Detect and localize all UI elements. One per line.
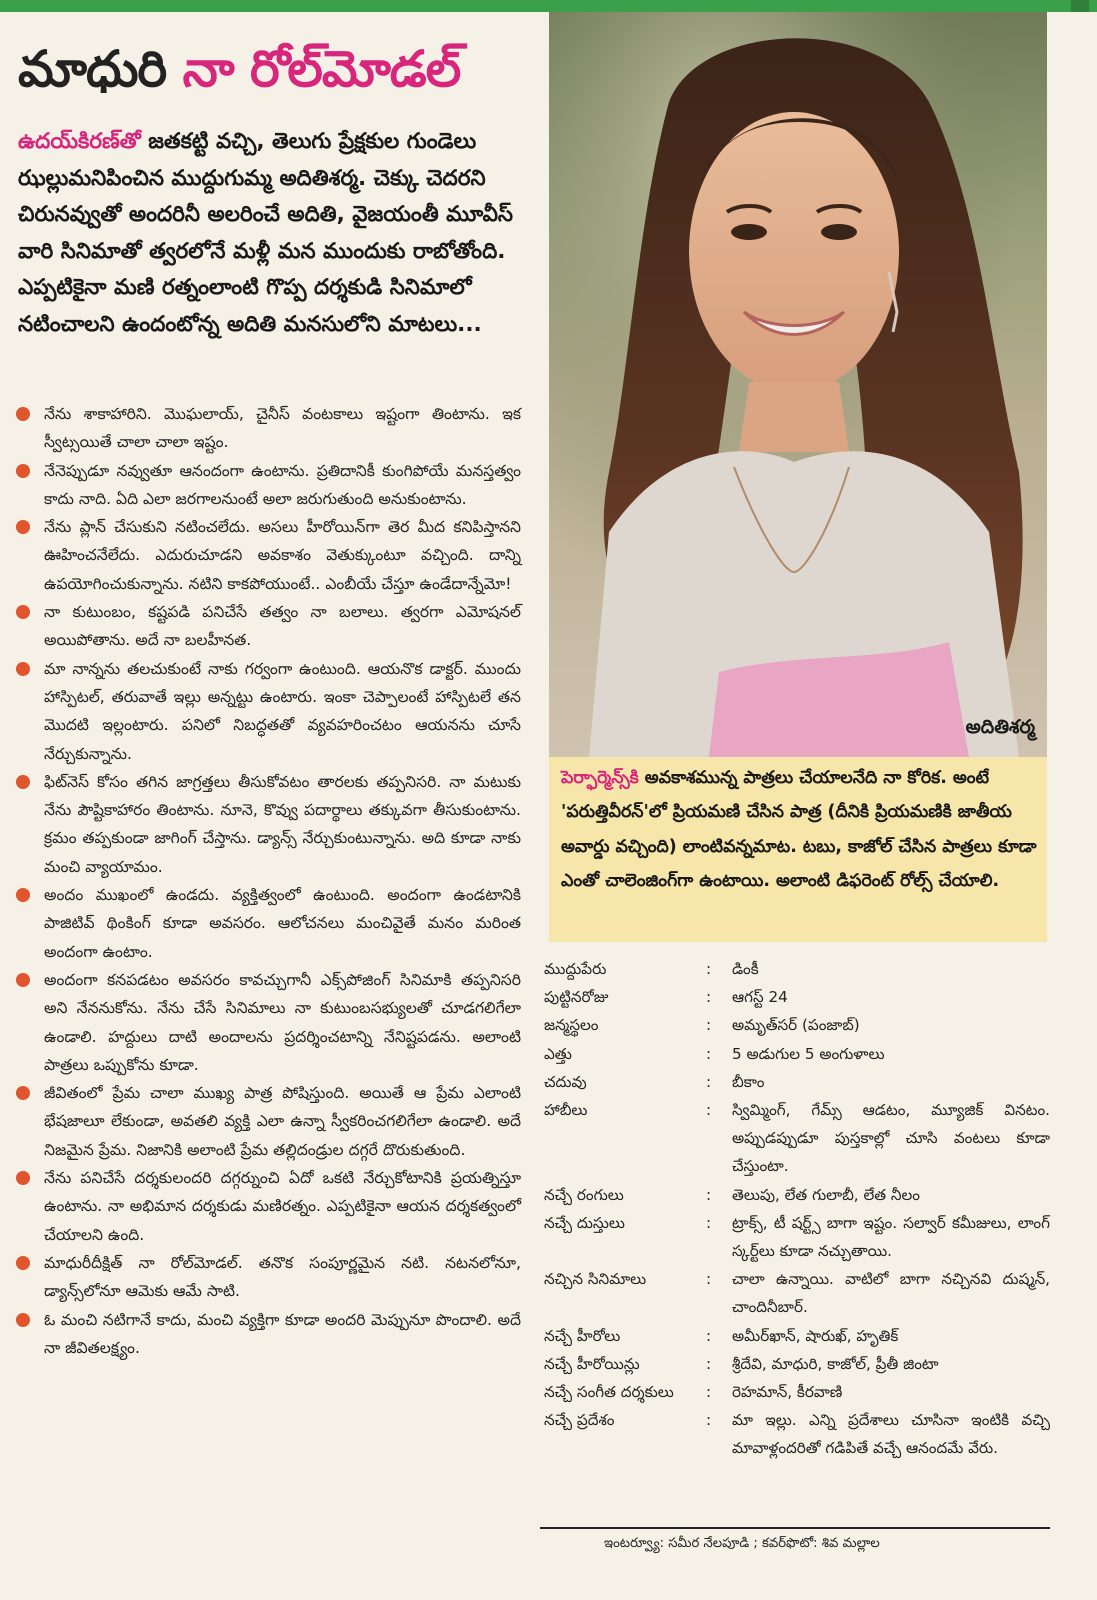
bullet-text: నేనెప్పుడూ నవ్వుతూ ఆనందంగా ఉంటాను. ప్రతిదానికీ కుంగిపోయే మనస్తత్వం కాదు నాది. ఏది ఎలా జరగాలనుంటే అలా జరుగుతుంది అనుకుంటాను. <box>44 461 521 508</box>
profile-colon: : <box>706 988 712 1007</box>
profile-row <box>540 1068 1050 1096</box>
bullet-item <box>16 1306 521 1363</box>
bullet-item <box>16 1249 521 1306</box>
profile-colon: : <box>706 1270 712 1289</box>
bullet-dot-icon <box>16 662 30 676</box>
profile-colon: : <box>706 960 712 978</box>
profile-colon: : <box>706 1185 712 1204</box>
bullet-item <box>16 400 521 457</box>
bullet-dot-icon <box>16 520 30 534</box>
profile-row <box>540 1322 1050 1350</box>
quote-lead: పెర్ఫార్మెన్స్‌కి <box>561 768 639 788</box>
bullet-text: నేను పనిచేసే దర్శకులందరి దగ్గర్నుంచి ఏదో ఒకటి నేర్చుకోటానికి ప్రయత్నిస్తూ ఉంటాను. నా అభిమాన దర్శకుడు మణిరత్నం. ఎప్పటికైనా ఆయన దర్శకత్వంలో చేయాలని ఉంది. <box>44 1169 521 1244</box>
profile-key: నచ్చే ప్రదేశం <box>544 1411 615 1430</box>
bullet-item <box>16 966 521 1079</box>
bullet-dot-icon <box>16 464 30 478</box>
profile-key: జన్మస్థలం <box>544 1016 599 1035</box>
profile-row <box>540 955 1050 983</box>
profile-row <box>540 1181 1050 1209</box>
quote-text: అవకాశమున్న పాత్రలు చేయాలనేది నా కోరిక. అంటే 'పరుత్తివీరన్'లో ప్రియమణి చేసిన పాత్ర (దీనికి ప్రియమణికి జాతీయ అవార్డు వచ్చింది) లాంటివన్నమాట. టబు, కాజోల్ చేసిన పాత్రలు కూడా ఎంతో చాలెంజింగ్‌గా ఉంటాయి. అలాంటి డిఫరెంట్ రోల్స్ చేయాలి. <box>561 768 1037 892</box>
headline-part-1: మాధురి <box>18 40 167 98</box>
profile-value: డింకీ <box>732 960 759 978</box>
profile-colon: : <box>706 1101 712 1120</box>
bullet-text: అందం ముఖంలో ఉండదు. వ్యక్తిత్వంలో ఉంటుంది. అందంగా ఉండటానికి పాజిటివ్ థింకింగ్ కూడా అవసరం. ఆలోచనలు మంచివైతే మనం మరింత అందంగా ఉంటాం. <box>44 886 521 961</box>
bullet-dot-icon <box>16 1086 30 1100</box>
headline <box>18 38 548 100</box>
bullet-item <box>16 881 521 966</box>
profile-row <box>540 983 1050 1011</box>
credits-line: ఇంటర్వ్యూ: సమీర నేలపూడి ; కవర్‌ఫొటో: శివ మల్లాల <box>604 1536 880 1551</box>
profile-colon: : <box>706 1326 712 1345</box>
profile-table <box>540 955 1050 1463</box>
bullet-text: మాధురీదీక్షిత్ నా రోల్‌మోడల్. తనొక సంపూర్ణమైన నటి. నటనలోనూ, డ్యాన్స్‌లోనూ ఆమెకు ఆమే సాటి. <box>44 1253 521 1301</box>
profile-value: 5 అడుగుల 5 అంగుళాలు <box>732 1044 885 1063</box>
profile-key: నచ్చే హీరోయిన్లు <box>544 1354 640 1373</box>
profile-key: నచ్చే హీరోలు <box>544 1326 621 1345</box>
top-color-strip <box>0 0 1097 12</box>
portrait-photo <box>549 12 1047 757</box>
profile-row <box>540 1096 1050 1181</box>
bullet-text: నేను శాకాహారిని. మొఘలాయ్, చైనీస్ వంటకాలు ఇష్టంగా తింటాను. ఇక స్వీట్సయితే చాలా చాలా ఇష్టం. <box>44 405 521 452</box>
corner-icon <box>1071 0 1089 12</box>
profile-key: నచ్చే దుస్తులు <box>544 1213 625 1232</box>
portrait-illustration <box>549 12 1047 757</box>
profile-colon: : <box>706 1354 712 1373</box>
bullet-text: ఓ మంచి నటిగానే కాదు, మంచి వ్యక్తిగా కూడా అందరి మెప్పునూ పొందాలి. అదే నా జీవితలక్ష్యం. <box>44 1310 521 1357</box>
bullet-item <box>16 457 521 514</box>
bullet-text: అందంగా కనపడటం అవసరం కావచ్చుగానీ ఎక్స్‌పోజింగ్ సినిమాకి తప్పనిసరి అని నేననుకోను. నేను చేసే సినిమాలు నా కుటుంబసభ్యులతో చూడగలిగేలా ఉండాలి. హద్దులు దాటి అందాలను ప్రదర్శించటాన్ని నేనిష్టపడను. అలాంటి పాత్రలు ఒప్పుకోను కూడా. <box>44 970 521 1074</box>
profile-colon: : <box>706 1044 712 1063</box>
profile-value: మా ఇల్లు. ఎన్ని ప్రదేశాలు చూసినా ఇంటికి వచ్చి మావాళ్లందరితో గడిపితే వచ్చే ఆనందమే వేరు. <box>732 1411 1050 1458</box>
bullet-item <box>16 1164 521 1249</box>
bullet-dot-icon <box>16 1256 30 1270</box>
profile-key: పుట్టినరోజు <box>544 988 609 1007</box>
profile-colon: : <box>706 1072 712 1091</box>
profile-row <box>540 1040 1050 1068</box>
bullet-dot-icon <box>16 775 30 789</box>
profile-row <box>540 1406 1050 1462</box>
quote-box <box>549 757 1047 942</box>
bullet-text: నేను ప్లాన్ చేసుకుని నటించలేదు. అసలు హీరోయిన్‌గా తెర మీద కనిపిస్తానని ఊహించనేలేదు. ఎదురుచూడని అవకాశం వెతుక్కుంటూ వచ్చింది. దాన్ని ఉపయోగించుకున్నాను. నటిని కాకపోయుంటే.. ఎంబీయే చేస్తూ ఉండేదాన్నేమో! <box>44 518 521 593</box>
bullet-text: నా కుటుంబం, కష్టపడి పనిచేసే తత్వం నా బలాలు. త్వరగా ఎమోషనల్ అయిపోతాను. అదే నా బలహీనత. <box>44 603 521 650</box>
bullet-dot-icon <box>16 1171 30 1185</box>
profile-value: ఆగస్ట్ 24 <box>732 988 788 1007</box>
profile-row <box>540 1011 1050 1039</box>
profile-colon: : <box>706 1411 712 1430</box>
profile-value: చాలా ఉన్నాయి. వాటిలో బాగా నచ్చినవి దుష్మన్, చాందినీబార్. <box>732 1270 1050 1317</box>
bullet-text: మా నాన్నను తలచుకుంటే నాకు గర్వంగా ఉంటుంది. ఆయనొక డాక్టర్. ముందు హాస్పిటల్, తరువాతే ఇల్లు అన్నట్టు ఉంటారు. ఇంకా చెప్పాలంటే హాస్పిటలే తన మొదటి ఇల్లంటారు. పనిలో నిబద్ధతతో వ్యవహరించటం ఆయనను చూసే నేర్చుకున్నాను. <box>44 659 521 763</box>
bullet-item <box>16 513 521 598</box>
profile-colon: : <box>706 1213 712 1232</box>
profile-value: ట్రాక్స్, టీ షర్ట్స్ బాగా ఇష్టం. సల్వార్ కమీజులు, లాంగ్ స్కర్ట్‌లు కూడా నచ్చుతాయి. <box>732 1213 1050 1261</box>
profile-value: స్విమ్మింగ్, గేమ్స్ ఆడటం, మ్యూజిక్ వినటం. అప్పుడప్పుడూ పుస్తకాల్లో చూసి వంటలు కూడా చేస్తుంటా. <box>732 1101 1050 1176</box>
profile-key: నచ్చిన సినిమాలు <box>544 1270 647 1289</box>
profile-key: చదువు <box>544 1072 587 1091</box>
profile-value: అమృత్‌సర్ (పంజాబ్) <box>732 1016 860 1035</box>
profile-value: బీకాం <box>732 1072 765 1091</box>
profile-value: తెలుపు, లేత గులాబీ, లేత నీలం <box>732 1185 920 1204</box>
profile-value: అమీర్‌ఖాన్, షారుఖ్, హృతిక్ <box>732 1326 899 1345</box>
bullet-dot-icon <box>16 888 30 902</box>
intro-paragraph <box>18 124 543 343</box>
intro-text: జతకట్టి వచ్చి, తెలుగు ప్రేక్షకుల గుండెలు ఝల్లుమనిపించిన ముద్దుగుమ్మ అదితిశర్మ. చెక్కు చెదరని చిరునవ్వుతో అందరినీ అలరించే అదితి, వైజయంతీ మూవీస్ వారి సినిమాతో త్వరలోనే మళ్లీ మన ముందుకు రాబోతోంది. ఎప్పటికైనా మణి రత్నంలాంటి గొప్ప దర్శకుడి సినిమాలో నటించాలని ఉందంటోన్న అదితి మనసులోని మాటలు... <box>18 129 513 337</box>
profile-key: హాబీలు <box>544 1101 588 1120</box>
profile-row <box>540 1378 1050 1406</box>
photo-caption: అదితిశర్మ <box>965 716 1035 738</box>
profile-key: ఎత్తు <box>544 1044 572 1063</box>
bullet-item <box>16 1079 521 1164</box>
bullet-item <box>16 768 521 881</box>
bullet-list <box>16 400 521 1362</box>
bullet-text: ఫిట్‌నెస్ కోసం తగిన జాగ్రత్తలు తీసుకోవటం తారలకు తప్పనిసరి. నా మటుకు నేను పౌష్టికాహారం తింటాను. నూనె, కొవ్వు పదార్థాలు తక్కువగా తీసుకుంటాను. క్రమం తప్పకుండా జాగింగ్ చేస్తాను. డ్యాన్స్ నేర్చుకుంటున్నాను. అది కూడా నాకు మంచి వ్యాయామం. <box>44 772 521 876</box>
bullet-dot-icon <box>16 1313 30 1327</box>
profile-value: రెహమాన్, కీరవాణి <box>732 1383 843 1402</box>
intro-lead: ఉదయ్‌కిరణ్‌తో <box>18 129 141 154</box>
profile-key: నచ్చే రంగులు <box>544 1185 624 1204</box>
profile-key: ముద్దుపేరు <box>544 960 607 978</box>
footer-divider <box>540 1527 1050 1529</box>
bullet-item <box>16 598 521 655</box>
profile-row <box>540 1209 1050 1265</box>
headline-part-2: నా రోల్‌మోడల్ <box>182 40 461 98</box>
profile-value: శ్రీదేవి, మాధురి, కాజోల్, ప్రీతీ జింటా <box>732 1354 939 1373</box>
profile-row <box>540 1265 1050 1321</box>
profile-key: నచ్చే సంగీత దర్శకులు <box>544 1383 674 1402</box>
bullet-text: జీవితంలో ప్రేమ చాలా ముఖ్య పాత్ర పోషిస్తుంది. అయితే ఆ ప్రేమ ఎలాంటి భేషజాలూ లేకుండా, అవతలి వ్యక్తి ఎలా ఉన్నా స్వీకరించగలిగేలా ఉండాలి. అదే నిజమైన ప్రేమ. నిజానికి అలాంటి ప్రేమ తల్లిదండ్రుల దగ్గరే దొరుకుతుంది. <box>44 1084 521 1159</box>
profile-row <box>540 1350 1050 1378</box>
bullet-dot-icon <box>16 605 30 619</box>
bullet-item <box>16 655 521 768</box>
bullet-dot-icon <box>16 973 30 987</box>
profile-colon: : <box>706 1016 712 1035</box>
profile-colon: : <box>706 1383 712 1402</box>
bullet-dot-icon <box>16 407 30 421</box>
